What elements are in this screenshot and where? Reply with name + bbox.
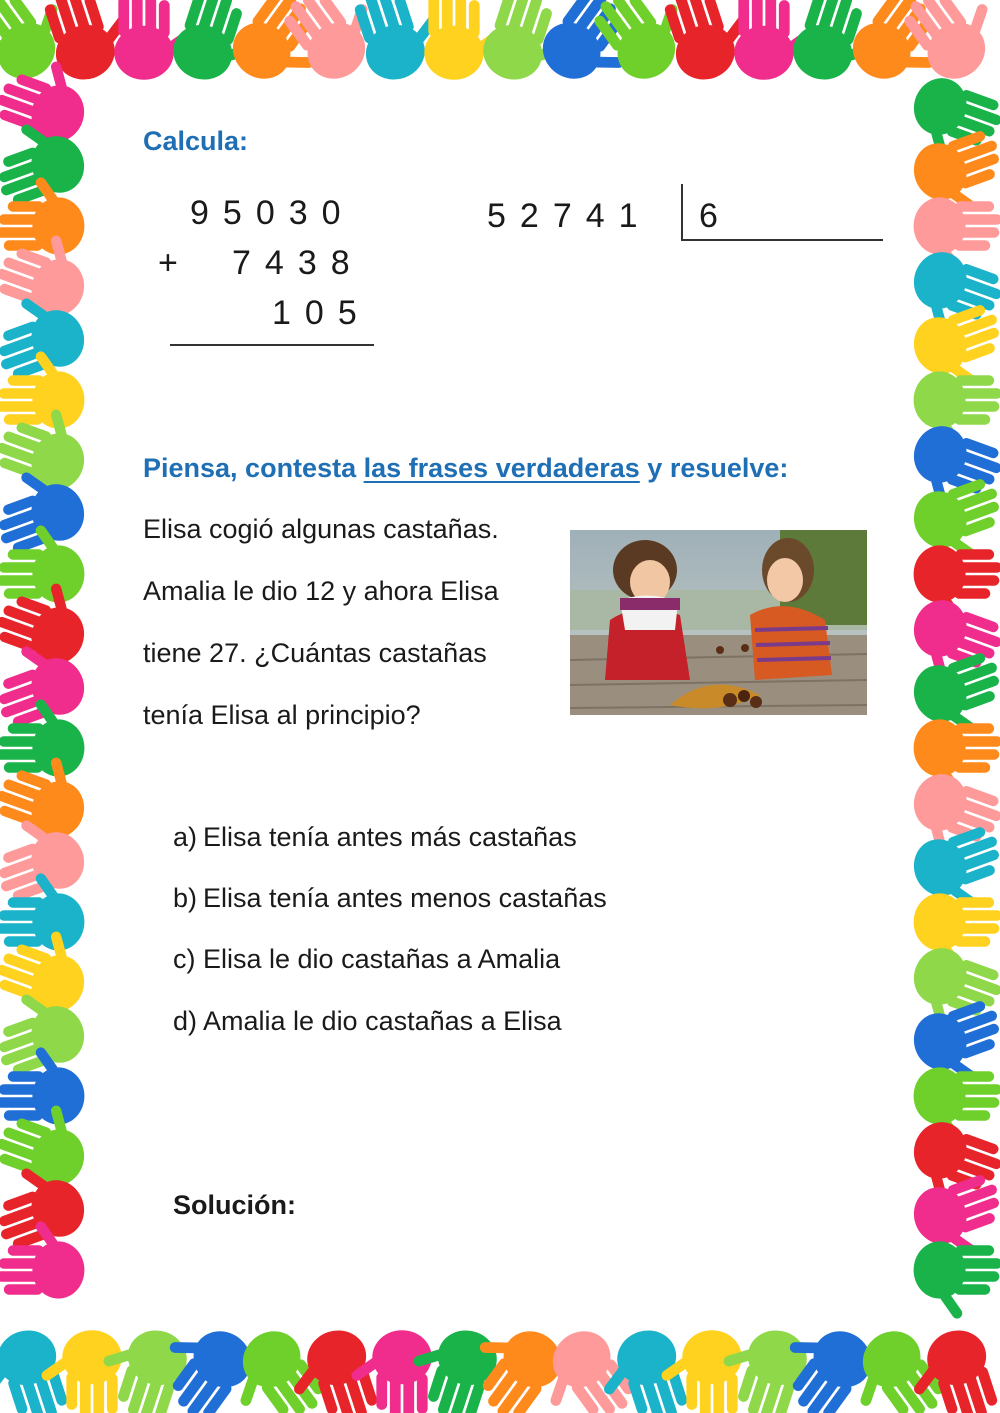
option-letter: a) xyxy=(173,822,198,852)
addition-row-2: 7438 xyxy=(232,244,364,282)
division-horizontal-line xyxy=(681,239,883,241)
addition-row-3: 105 xyxy=(272,294,371,332)
children-chestnuts-photo xyxy=(570,530,867,715)
handprint-icon xyxy=(914,1241,1000,1320)
division-divisor: 6 xyxy=(699,197,732,235)
option-letter: b) xyxy=(173,883,198,913)
problem-line-2: Amalia le dio 12 y ahora Elisa xyxy=(143,576,499,606)
heading-part-2: y resuelve: xyxy=(639,453,789,483)
division-dividend: 52741 xyxy=(487,197,652,235)
problem-line-4: tenía Elisa al principio? xyxy=(143,700,421,730)
option-a xyxy=(173,822,577,853)
heading-part-1: Piensa, contesta xyxy=(143,453,364,483)
plus-sign: + xyxy=(158,244,192,282)
piensa-heading xyxy=(143,453,788,484)
option-text: Elisa tenía antes más castañas xyxy=(203,822,577,852)
solution-label: Solución: xyxy=(173,1190,296,1220)
option-d xyxy=(173,1006,562,1037)
option-c xyxy=(173,944,560,975)
calcula-heading: Calcula: xyxy=(143,126,249,156)
heading-underlined: las frases verdaderas xyxy=(363,453,640,483)
option-text: Elisa tenía antes menos castañas xyxy=(203,883,607,913)
problem-line-3: tiene 27. ¿Cuántas castañas xyxy=(143,638,487,668)
division-vertical-bar xyxy=(681,184,683,240)
problem-line-1: Elisa cogió algunas castañas. xyxy=(143,514,499,544)
option-letter: d) xyxy=(173,1006,198,1036)
addition-result-line xyxy=(170,344,374,346)
option-b xyxy=(173,883,607,914)
option-text: Elisa le dio castañas a Amalia xyxy=(203,944,561,974)
addition-row-1: 95030 xyxy=(190,194,355,232)
option-letter: c) xyxy=(173,944,196,974)
option-text: Amalia le dio castañas a Elisa xyxy=(203,1006,562,1036)
